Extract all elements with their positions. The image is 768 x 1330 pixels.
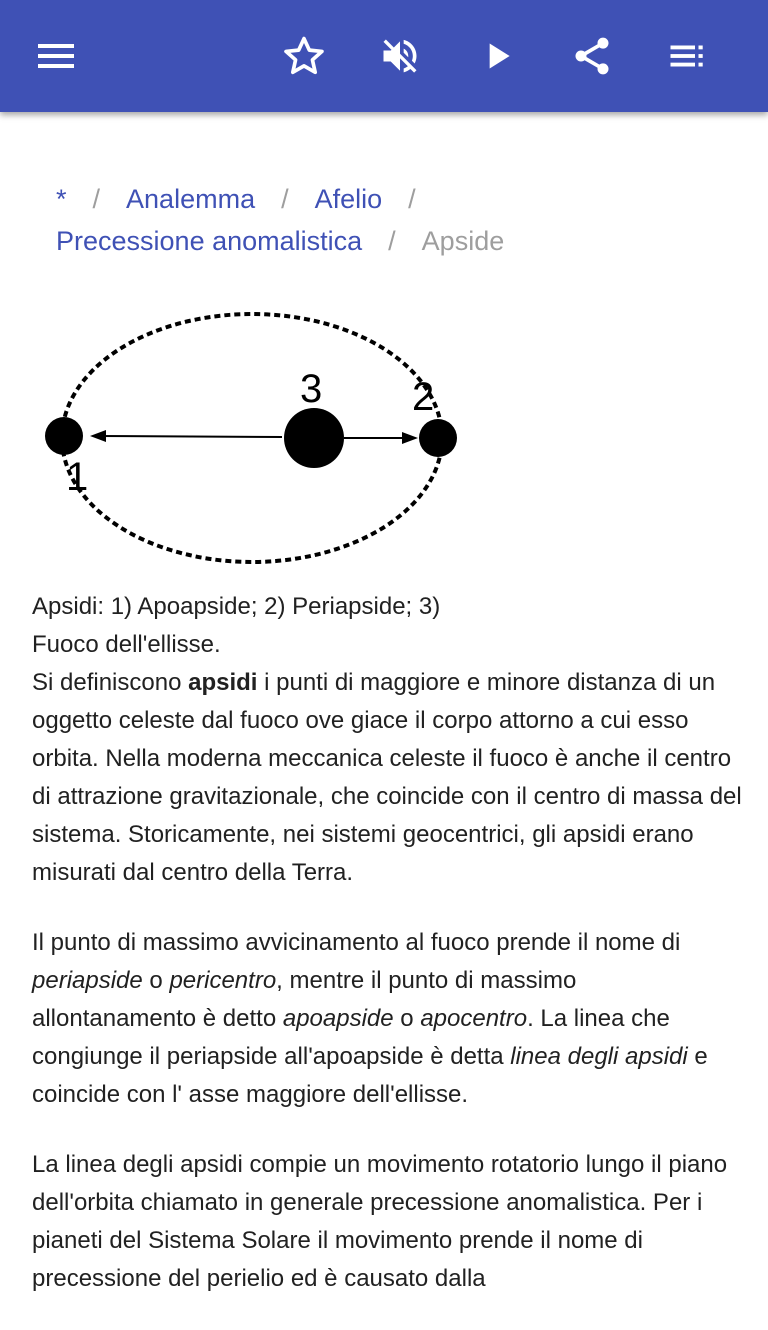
label-2: 2	[412, 375, 435, 419]
menu-button[interactable]	[28, 28, 84, 84]
italic-term: linea degli apsidi	[510, 1043, 688, 1070]
share-button[interactable]	[564, 28, 620, 84]
paragraph-1: Si definiscono apsidi i punti di maggiore e minore distanza di un oggetto celeste dal fuoco ove giace il corpo attorno a cui esso orbita. Nella moderna meccanica celeste il fuoco è anche il centro di attrazione gravitazionale, che coincide con il centro di massa del sistema. Storicamente, nei sistemi geocentrici, gli apsidi erano misurati dal centro della Terra.	[32, 669, 742, 886]
italic-term: periapside	[32, 967, 143, 994]
periapsis-point	[419, 419, 457, 457]
breadcrumb-separator: /	[388, 226, 396, 256]
arrowhead-right	[402, 432, 418, 444]
breadcrumb-separator: /	[92, 184, 101, 214]
menu-icon	[36, 36, 76, 76]
caption-line-1: Apsidi: 1) Apoapside; 2) Periapside; 3)	[32, 593, 441, 620]
breadcrumb-analemma[interactable]: Analemma	[126, 184, 256, 214]
play-icon	[478, 36, 518, 76]
italic-term: apocentro	[420, 1005, 528, 1032]
arrow-line-left	[98, 436, 282, 437]
favorite-button[interactable]	[276, 28, 332, 84]
focus-point	[284, 408, 344, 468]
volume-off-icon	[378, 34, 422, 78]
arrowhead-left	[90, 430, 106, 442]
breadcrumb-afelio[interactable]: Afelio	[314, 184, 383, 214]
playlist-button[interactable]	[660, 28, 716, 84]
breadcrumb	[56, 178, 736, 262]
breadcrumb-home[interactable]: *	[56, 184, 67, 214]
bold-term-apsidi: apsidi	[188, 669, 258, 696]
italic-term: pericentro	[169, 967, 277, 994]
figure-caption	[32, 588, 744, 664]
breadcrumb-separator: /	[281, 184, 289, 214]
label-3: 3	[300, 367, 323, 411]
app-bar	[0, 0, 768, 112]
italic-term: apoapside	[282, 1005, 394, 1032]
paragraph-2: Il punto di massimo avvicinamento al fuoco prende il nome di periapside o pericentro, mentre il punto di massimo allontanamento è detto apoapside o apocentro. La linea che congiunge il periapside all'apoapside è detta linea degli apsidi e coincide con l' asse maggiore dell'ellisse.	[32, 929, 708, 1108]
playlist-icon	[667, 35, 709, 77]
article-content	[32, 588, 744, 1330]
star-outline-icon	[282, 34, 326, 78]
label-1: 1	[66, 455, 89, 499]
mute-button[interactable]	[372, 28, 428, 84]
breadcrumb-current: Apside	[421, 226, 505, 256]
breadcrumb-precessione[interactable]: Precessione anomalistica	[56, 226, 363, 256]
apsides-diagram	[32, 298, 472, 570]
paragraph-3: La linea degli apsidi compie un movimento rotatorio lungo il piano dell'orbita chiamato in generale precessione anomalistica. Per i pianeti del Sistema Solare il movimento prende il nome di precessione del perielio ed è causato dalla	[32, 1151, 728, 1292]
breadcrumb-separator: /	[408, 184, 416, 214]
play-button[interactable]	[470, 28, 526, 84]
caption-line-2: Fuoco dell'ellisse.	[32, 631, 221, 658]
apoapsis-point	[45, 417, 83, 455]
share-icon	[570, 34, 614, 78]
